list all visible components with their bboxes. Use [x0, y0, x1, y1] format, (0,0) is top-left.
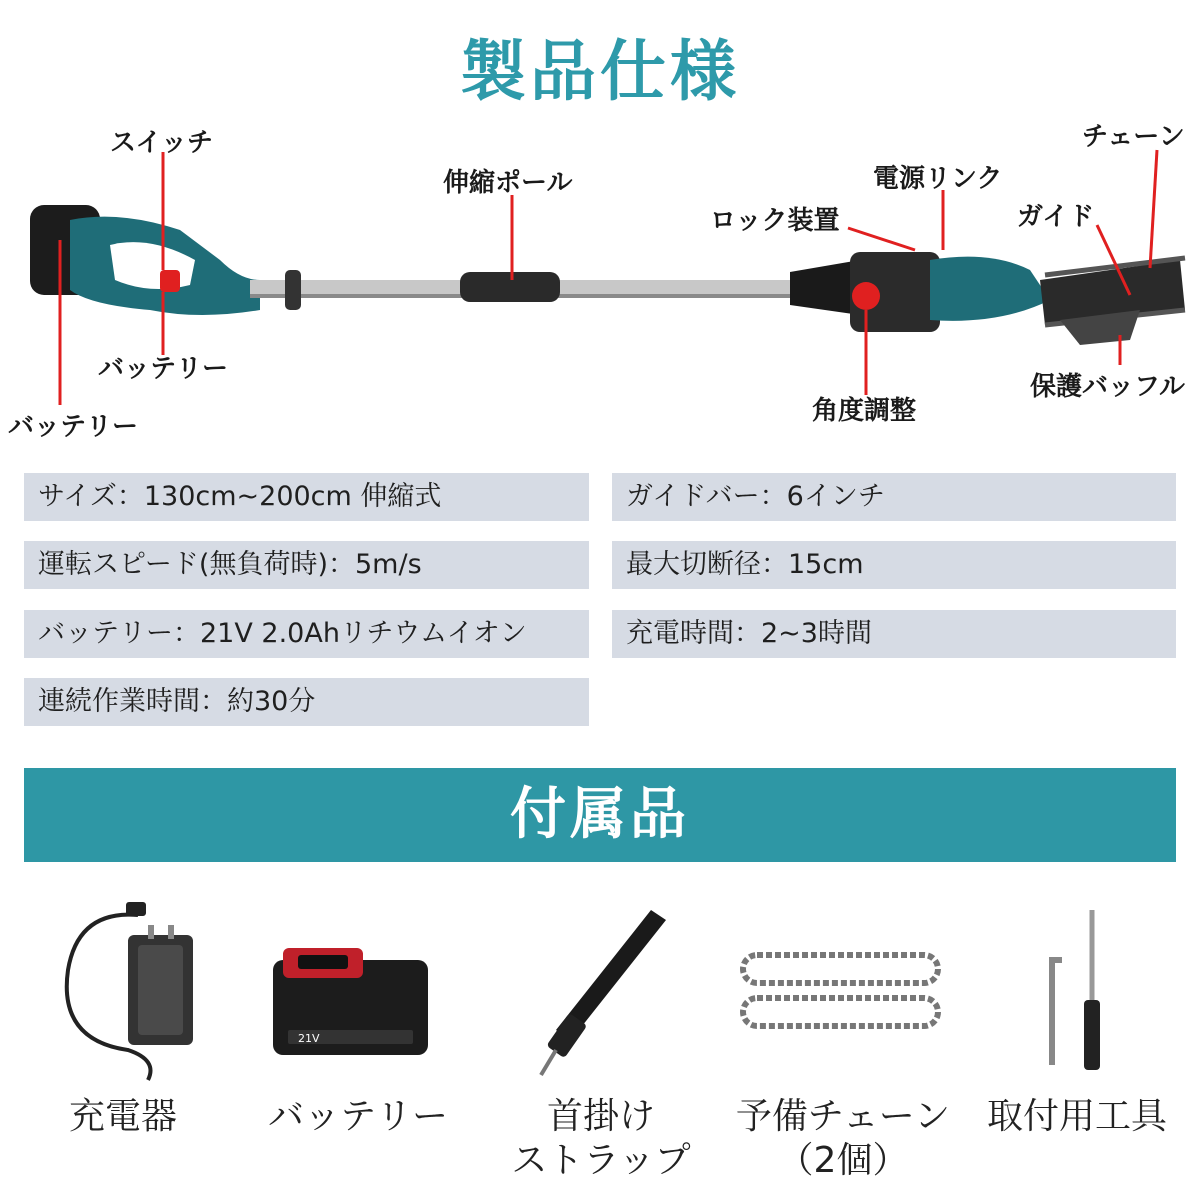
pole-saw-illustration [0, 110, 1200, 460]
accessory-strap-sublabel: ストラップ [511, 1140, 691, 1181]
battery-pack-icon [243, 890, 473, 1090]
callout-switch: スイッチ [110, 128, 213, 158]
accessory-label [243, 1095, 473, 1139]
page-title: 製品仕様 [460, 33, 740, 110]
callout-power-link: 電源リンク [873, 164, 1003, 194]
spec-size: サイズ：130cm~200cm 伸縮式 [24, 473, 589, 521]
accessory-charger-label: 充電器 [68, 1096, 177, 1137]
callout-angle: 角度調整 [812, 396, 917, 426]
accessory-tools-label: 取付用工具 [986, 1096, 1167, 1137]
accessory-label [962, 1095, 1192, 1139]
accessory-chain [728, 890, 958, 1190]
accessory-tools [962, 890, 1192, 1190]
accessory-battery [243, 890, 473, 1190]
spec-max-cut: 最大切断径：15cm [612, 541, 1176, 589]
spec-charge-time: 充電時間：2~3時間 [612, 610, 1176, 658]
spec-battery: バッテリー：21V 2.0Ahリチウムイオン [24, 610, 589, 658]
accessory-label [728, 1095, 958, 1183]
spec-run-time: 連続作業時間：約30分 [24, 678, 589, 726]
callout-battery-lower: バッテリー [8, 412, 139, 442]
spec-speed: 運転スピード(無負荷時)：5m/s [24, 541, 589, 589]
accessory-chain-sublabel: （2個） [777, 1140, 909, 1181]
charger-icon [8, 890, 238, 1090]
accessory-chain-label: 予備チェーン [735, 1096, 951, 1137]
accessory-label [8, 1095, 238, 1139]
accessory-strap-label: 首掛け [546, 1096, 655, 1137]
callout-chain: チェーン [1082, 122, 1185, 152]
strap-icon [486, 890, 716, 1090]
callout-guide: ガイド [1017, 202, 1095, 232]
callout-pole: 伸縮ポール [443, 168, 573, 198]
accessories-banner: 付属品 [24, 768, 1176, 862]
accessory-strap [486, 890, 716, 1190]
battery-marking: 21V [298, 1032, 320, 1045]
tools-icon [962, 890, 1192, 1090]
callout-baffle: 保護バッフル [1030, 372, 1185, 402]
callout-battery-upper: バッテリー [98, 354, 229, 384]
accessory-charger [8, 890, 238, 1190]
accessory-label [486, 1095, 716, 1183]
spare-chain-icon [728, 890, 958, 1090]
spec-guide-bar: ガイドバー：6インチ [612, 473, 1176, 521]
product-diagram [0, 110, 1200, 460]
accessory-battery-label: バッテリー [267, 1096, 448, 1137]
callout-lock: ロック装置 [710, 206, 840, 236]
